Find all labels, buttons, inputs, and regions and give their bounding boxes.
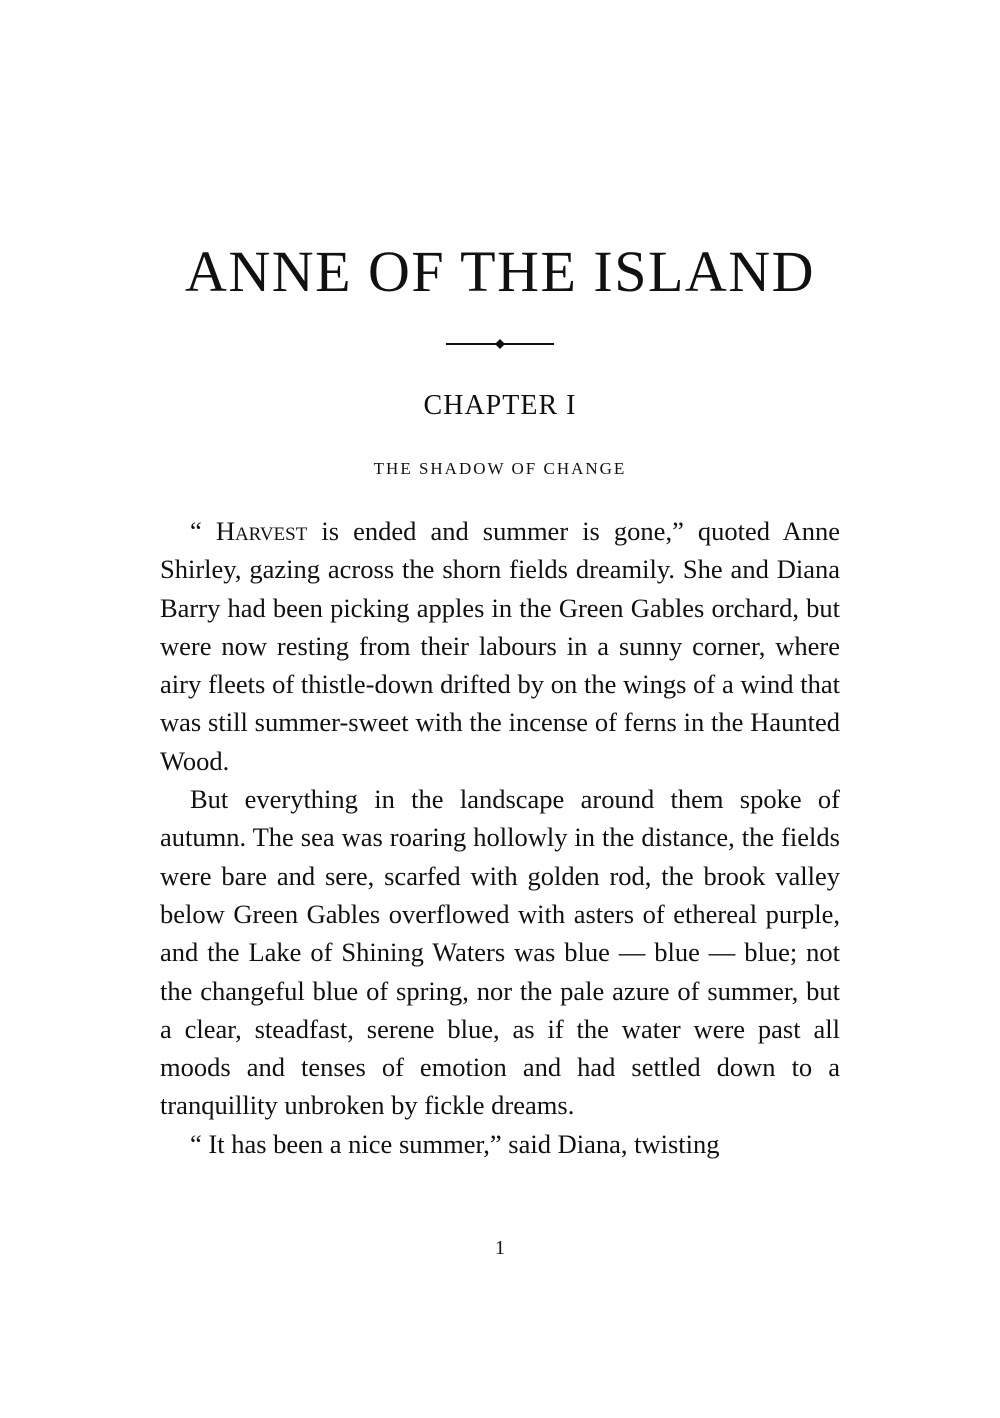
paragraph-1-text: is ended and summer is gone,” quoted Anne Shirley, gazing across the shorn fields dreamily. She and Diana Barry had been picking apples in the Green Gables orchard, but were now resting from their labours in a sunny corner, where airy fleets of thistle-down drifted by on the wings of a wind that was still summer-sweet with the incense of ferns in the Haunted Wood. (160, 516, 840, 776)
title-ornament-divider (444, 334, 556, 354)
chapter-title: THE SHADOW OF CHANGE (373, 459, 627, 478)
opening-quote: “ (190, 516, 216, 546)
book-title: ANNE OF THE ISLAND (184, 239, 816, 304)
page-number: 1 (495, 1237, 505, 1259)
lead-word: Harvest (215, 516, 308, 546)
paragraph-2: But everything in the landscape around them spoke of autumn. The sea was roaring hollowly in the distance, the fields were bare and sere, scarfed with golden rod, the brook valley below Green Gables overflowed with asters of ethereal purple, and the Lake of Shining Waters was blue — blue — blue; not the changeful blue of spring, nor the pale azure of summer, but a clear, steadfast, serene blue, as if the water were past all moods and tenses of emotion and had settled down to a tranquillity unbroken by fickle dreams. (160, 784, 840, 1121)
paragraph-1 (160, 512, 840, 780)
paragraph-3: “ It has been a nice summer,” said Diana, twisting (190, 1128, 720, 1159)
chapter-number: CHAPTER I (423, 390, 577, 421)
chapter-body-text (160, 512, 840, 1163)
